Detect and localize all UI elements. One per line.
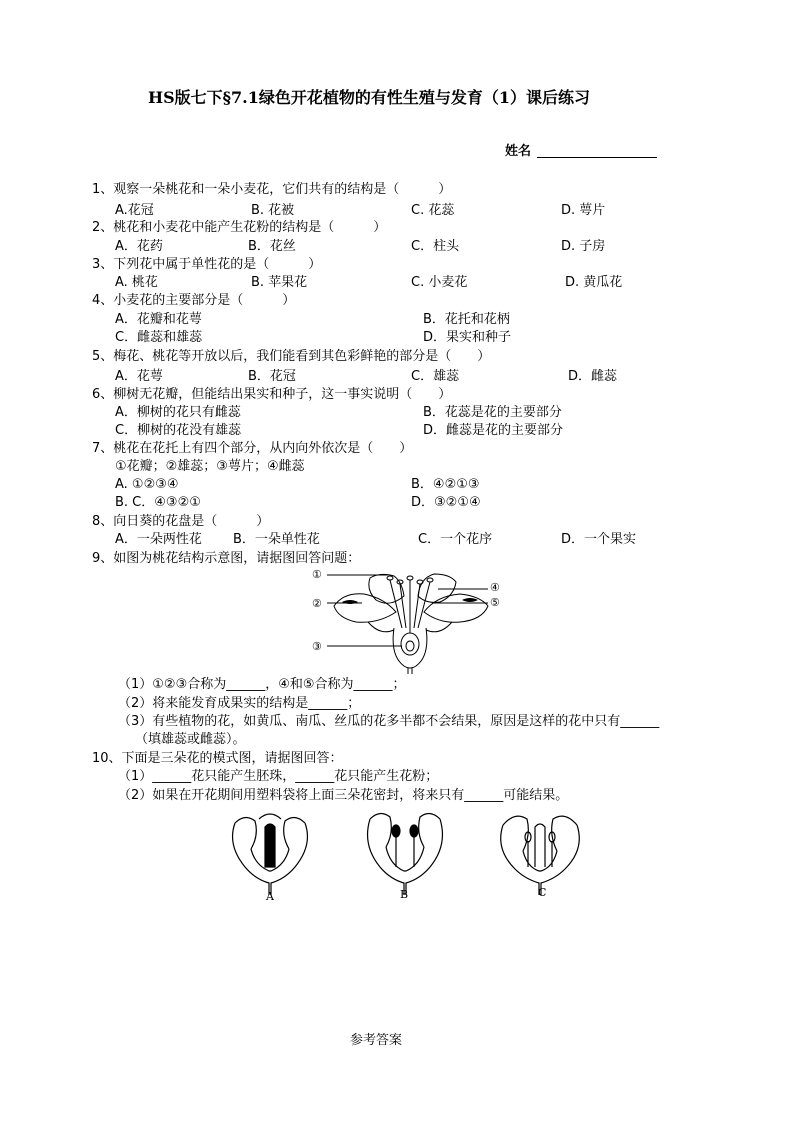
q1-option-b: B. 花被: [251, 203, 295, 218]
flower-a: [233, 814, 308, 895]
q6-option-c: C．柳树的花没有雄蕊: [115, 423, 242, 438]
q3-option-b: B. 苹果花: [251, 275, 308, 290]
q10-sub-2: （2）如果在开花期间用塑料袋将上面三朵花密封，将来只有______可能结果。: [118, 788, 569, 803]
q6-option-d: D．雌蕊是花的主要部分: [423, 423, 564, 438]
ovary: [401, 633, 419, 655]
petal-left: [334, 594, 396, 623]
q5-option-b: B．花冠: [248, 369, 296, 384]
q9-sub-3-note: （填雄蕊或雌蕊）。: [135, 732, 246, 747]
diagram-label-1: ①: [312, 568, 322, 581]
q9-stem: 9、如图为桃花结构示意图，请据图回答问题：: [92, 551, 361, 566]
petal-right-upper: [418, 574, 456, 602]
name-label: 姓名: [505, 144, 532, 159]
q4-option-d: D．果实和种子: [423, 330, 512, 345]
answer-heading: 参考答案: [350, 1033, 403, 1048]
q6-option-a: A．柳树的花只有雌蕊: [115, 405, 241, 420]
q6-option-b: B．花蕊是花的主要部分: [423, 405, 562, 420]
q7-option-c: B. C．④③②①: [115, 495, 201, 510]
q7-option-b: B．④②①③: [411, 477, 480, 492]
q2-option-d: D. 子房: [561, 239, 606, 254]
q2-stem: 2、桃花和小麦花中能产生花粉的结构是（ ）: [92, 220, 387, 235]
q8-option-d: D．一个果实: [561, 532, 637, 547]
q9-sub-1: （1）①②③合称为______，④和⑤合称为______；: [118, 677, 406, 692]
q1-option-c: C. 花蕊: [411, 203, 455, 218]
anther: [387, 576, 393, 580]
q7-stem: 7、桃花在花托上有四个部分，从内向外依次是（ ）: [92, 441, 413, 456]
q4-option-b: B．花托和花柄: [423, 312, 510, 327]
q1-option-d: D. 萼片: [561, 203, 606, 218]
q1-option-a: A.花冠: [115, 203, 154, 218]
q9-sub-2: （2）将来能发育成果实的结构是______；: [118, 696, 361, 711]
q7-option-a: A. ①②③④: [115, 477, 179, 492]
flower-b: [368, 813, 443, 895]
name-field[interactable]: [505, 144, 657, 158]
q5-option-c: C．雄蕊: [411, 369, 460, 384]
q3-stem: 3、下列花中属于单性花的是（ ）: [92, 257, 322, 272]
flower-label-a: A: [266, 890, 274, 903]
q10-stem: 10、下面是三朵花的模式图，请据图回答：: [92, 751, 343, 766]
q5-stem: 5、梅花、桃花等开放以后，我们能看到其色彩鲜艳的部分是（ ）: [92, 349, 491, 364]
q3-option-a: A. 桃花: [115, 275, 158, 290]
diagram-label-4: ④: [490, 581, 500, 594]
name-blank[interactable]: [537, 144, 657, 158]
q5-option-d: D．雌蕊: [568, 369, 618, 384]
peach-flower-diagram: [310, 566, 510, 674]
sepal-right: [426, 622, 452, 632]
receptacle: [393, 628, 427, 668]
q8-stem: 8、向日葵的花盘是（ ）: [92, 514, 270, 529]
q7-item-list: ①花瓣；②雄蕊；③萼片；④雌蕊: [115, 459, 305, 474]
q9-sub-3: （3）有些植物的花，如黄瓜、南瓜、丝瓜的花多半都不会结果，原因是这样的花中只有______: [118, 714, 660, 729]
q7-option-d: D．③②①④: [411, 495, 481, 510]
flower-label-c: C: [538, 886, 547, 899]
q2-option-a: A．花药: [115, 239, 163, 254]
flower-c: [501, 816, 580, 895]
q3-option-c: C. 小麦花: [411, 275, 468, 290]
q2-option-c: C．柱头: [411, 239, 460, 254]
diagram-label-3: ③: [312, 640, 322, 653]
q3-option-d: D. 黄瓜花: [565, 275, 623, 290]
diagram-label-5: ⑤: [490, 596, 500, 609]
stamen-filament: [414, 584, 420, 628]
anther: [427, 578, 433, 582]
q2-option-b: B．花丝: [248, 239, 296, 254]
q4-option-c: C．雌蕊和雄蕊: [115, 330, 203, 345]
q5-option-a: A．花萼: [115, 369, 163, 384]
q8-option-b: B．一朵单性花: [233, 532, 320, 547]
stigma: [407, 576, 413, 580]
q8-option-c: C．一个花序: [418, 532, 493, 547]
q4-stem: 4、小麦花的主要部分是（ ）: [92, 293, 296, 308]
q10-sub-1: （1）______花只能产生胚珠，______花只能产生花粉；: [118, 769, 439, 784]
q8-option-a: A．一朵两性花: [115, 532, 202, 547]
q4-option-a: A．花瓣和花萼: [115, 312, 202, 327]
petal-left-upper: [369, 574, 404, 603]
petal-right: [424, 594, 488, 622]
diagram-label-2: ②: [312, 597, 322, 610]
flower-label-b: B: [400, 888, 409, 901]
q6-stem: 6、柳树无花瓣，但能结出果实和种子，这一事实说明（ ）: [92, 387, 452, 402]
sepal-left: [368, 622, 394, 632]
ovule: [406, 641, 414, 651]
page-title: HS版七下§7.1绿色开花植物的有性生殖与发育（1）课后练习: [148, 88, 591, 107]
q1-stem: 1、观察一朵桃花和一朵小麦花，它们共有的结构是（ ）: [92, 182, 452, 197]
